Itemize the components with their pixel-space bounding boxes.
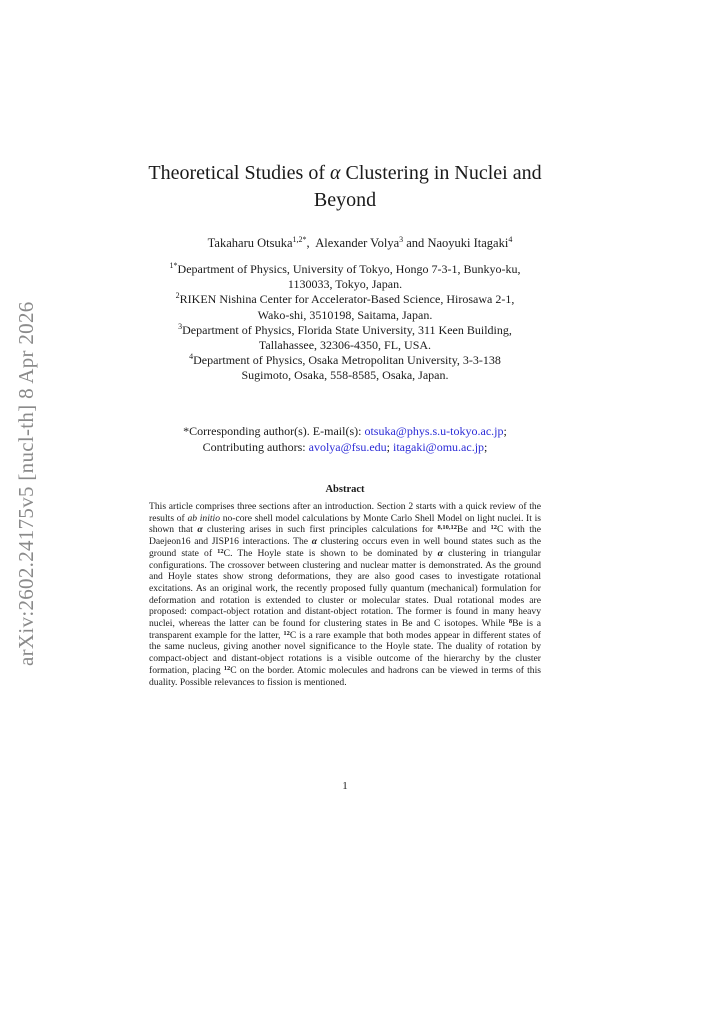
author-affiliation-mark: 1,2* — [292, 235, 307, 244]
abstract-text — [149, 501, 541, 688]
contributing-authors-line — [110, 439, 580, 455]
mass-number: 12 — [490, 524, 497, 532]
separator: ; — [386, 440, 393, 454]
affiliation — [110, 353, 580, 383]
email-link[interactable]: itagaki@omu.ac.jp — [393, 440, 485, 454]
abstract-text-part: C is a rare example that both modes appear in different states of the same nucleus, giving another novel significance to the Hoyle state. The duality of rotation by compact-object and distant-object rotations is a visible outcome of the hierarchy by the cluster formation, placing — [149, 629, 541, 676]
author-affiliation-mark: 4 — [508, 235, 513, 244]
affiliation-mark: 2 — [175, 291, 180, 301]
affiliation-line: Wako-shi, 3510198, Saitama, Japan. — [257, 307, 433, 322]
abstract-text-part: C. The Hoyle state is shown to be dominated by — [223, 547, 438, 559]
affiliation-line: RIKEN Nishina Center for Accelerator-Based Science, Hirosawa 2-1, — [179, 292, 515, 307]
page-number: 1 — [342, 780, 348, 792]
title-alpha-symbol: α — [330, 162, 341, 184]
abstract-text-part: clustering in triangular configurations. The crossover between clustering and nuclear matter is demonstrated. As the ground and Hoyle states show strong deformations, they are also good cases to investigate rotational excitations. As an original work, the recently proposed fully quantum (mechanical) formulation for deformation and rotation is extended to cluster or molecular states. Dual rotational modes are proposed: compact-object rotation and distant-object rotation. The former is found in many heavy nuclei, whereas the latter can be found for clustering states in Be and C isotopes. While — [149, 547, 541, 630]
title-line-2: Beyond — [313, 189, 377, 211]
author-separator: , — [306, 236, 316, 250]
abstract-emphasis: ab initio — [187, 512, 220, 524]
corresponding-author-line — [110, 423, 580, 439]
affiliation-line: Department of Physics, Florida State University, 311 Keen Building, — [182, 322, 512, 337]
mass-number: 12 — [223, 664, 231, 672]
author-list — [80, 236, 640, 251]
title-text-part: Theoretical Studies of — [148, 162, 331, 184]
author-name: Alexander Volya — [315, 236, 400, 250]
title-text-part: Clustering in Nuclei and — [340, 162, 542, 184]
affiliation-line: Tallahassee, 32306-4350, FL, USA. — [258, 338, 432, 353]
separator: ; — [503, 424, 507, 438]
alpha-symbol: α — [437, 547, 443, 559]
mass-number: 12 — [217, 547, 224, 555]
contact-info — [110, 423, 580, 455]
paper-title — [120, 160, 570, 214]
affiliation-mark: 4 — [189, 352, 194, 362]
affiliation-list — [110, 262, 580, 384]
email-link[interactable]: otsuka@phys.s.u-tokyo.ac.jp — [364, 424, 504, 438]
abstract-text-part: Be is a transparent example for the latter, — [149, 618, 541, 641]
author-affiliation-mark: 3 — [399, 235, 404, 244]
alpha-symbol: α — [311, 536, 318, 548]
abstract-text-part: clustering arises in such first principles calculations for — [202, 524, 438, 536]
affiliation-line: Department of Physics, University of Tokyo, Hongo 7-3-1, Bunkyo-ku, — [177, 262, 521, 276]
contributing-label: Contributing authors: — [202, 440, 309, 454]
mass-number: 12 — [283, 629, 290, 637]
abstract-text-part: This article comprises three sections after an introduction. Section 2 starts with a quick review of the results of — [149, 501, 541, 524]
affiliation-mark: 3 — [178, 321, 183, 331]
corresponding-label: *Corresponding author(s). E-mail(s): — [183, 424, 365, 438]
author-name: Naoyuki Itagaki — [427, 236, 509, 250]
arxiv-identifier: arXiv:2602.24175v5 [nucl-th] 8 Apr 2026 — [14, 301, 38, 667]
affiliation — [110, 262, 580, 292]
affiliation-line: 1130033, Tokyo, Japan. — [287, 277, 403, 292]
mass-number: 8,10,12 — [437, 524, 458, 532]
abstract-heading: Abstract — [325, 484, 365, 495]
affiliation-line: Department of Physics, Osaka Metropolitan University, 3-3-138 — [193, 353, 501, 368]
separator: ; — [484, 440, 488, 454]
email-link[interactable]: avolya@fsu.edu — [308, 440, 387, 454]
author-name: Takaharu Otsuka — [207, 236, 293, 250]
affiliation — [110, 323, 580, 353]
abstract-text-part: C with the Daejeon16 and JISP16 interactions. The — [149, 524, 541, 548]
abstract-text-part: no-core shell model calculations by Monte Carlo Shell Model on light nuclei. It is shown that — [149, 512, 541, 536]
author-separator: and — [403, 236, 428, 250]
affiliation-line: Sugimoto, Osaka, 558-8585, Osaka, Japan. — [241, 368, 449, 383]
abstract-text-part: clustering occurs even in well bound states such as the ground state of — [149, 536, 541, 559]
affiliation — [110, 292, 580, 322]
affiliation-mark: 1* — [169, 261, 178, 270]
abstract-text-part: Be and — [457, 524, 491, 536]
alpha-symbol: α — [197, 524, 203, 536]
mass-number: 8 — [508, 618, 513, 626]
abstract-text-part: C on the border. Atomic molecules and hadrons can be viewed in terms of this duality. Possible relevances to fission is mentioned. — [149, 664, 541, 688]
